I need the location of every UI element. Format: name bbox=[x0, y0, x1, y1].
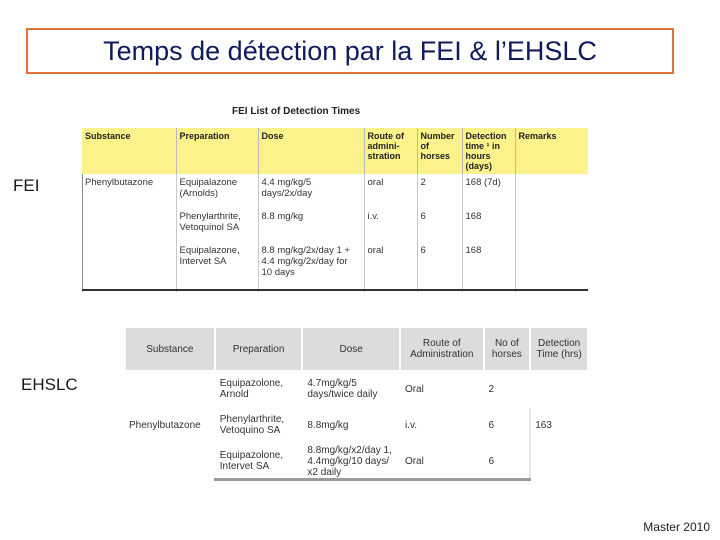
table-cell: Equipazolone, Arnold bbox=[215, 371, 303, 407]
ehslc-header-cell: Route of Administration bbox=[400, 327, 484, 371]
fei-bottom-rule bbox=[82, 289, 588, 291]
ehslc-header-cell: No of horses bbox=[484, 327, 531, 371]
table-cell: Equipalazone, Intervet SA bbox=[176, 242, 258, 292]
fei-header-cell: Substance bbox=[82, 128, 176, 174]
fei-header-cell: Preparation bbox=[176, 128, 258, 174]
fei-header-cell: Remarks bbox=[515, 128, 588, 174]
table-cell: i.v. bbox=[400, 407, 484, 443]
table-cell bbox=[82, 208, 176, 242]
table-cell: oral bbox=[364, 242, 417, 292]
table-cell: 2 bbox=[484, 371, 531, 407]
table-row bbox=[82, 242, 588, 292]
table-cell: 6 bbox=[417, 208, 462, 242]
table-cell: 4.7mg/kg/5 days/twice daily bbox=[302, 371, 400, 407]
table-row bbox=[82, 174, 588, 208]
table-cell: 168 bbox=[462, 208, 515, 242]
table-cell: Phenylarthrite, Vetoquinol SA bbox=[176, 208, 258, 242]
table-cell: Equipazolone, Intervet SA bbox=[215, 443, 303, 480]
table-cell: i.v. bbox=[364, 208, 417, 242]
table-row bbox=[82, 208, 588, 242]
ehslc-header-cell: Substance bbox=[125, 327, 215, 371]
table-cell: Equipalazone (Arnolds) bbox=[176, 174, 258, 208]
table-cell: oral bbox=[364, 174, 417, 208]
table-cell: 168 (7d) bbox=[462, 174, 515, 208]
footer-label: Master 2010 bbox=[643, 520, 710, 534]
table-cell: 8.8 mg/kg bbox=[258, 208, 364, 242]
table-cell bbox=[515, 174, 588, 208]
table-cell bbox=[515, 208, 588, 242]
fei-header-cell: Number of horses bbox=[417, 128, 462, 174]
table-cell: Oral bbox=[400, 371, 484, 407]
table-cell: 8.8mg/kg/x2/day 1, 4.4mg/kg/10 days/ x2 daily bbox=[302, 443, 400, 480]
table-cell: 4.4 mg/kg/5 days/2x/day bbox=[258, 174, 364, 208]
ehslc-detection-time-cell: 163 bbox=[530, 371, 588, 480]
ehslc-header-cell: Preparation bbox=[215, 327, 303, 371]
fei-table-caption: FEI List of Detection Times bbox=[232, 106, 361, 117]
ehslc-header-cell: Detection Time (hrs) bbox=[530, 327, 588, 371]
table-cell: 6 bbox=[417, 242, 462, 292]
table-cell bbox=[82, 242, 176, 292]
table-cell: 8.8mg/kg bbox=[302, 407, 400, 443]
table-row bbox=[125, 371, 588, 407]
fei-label: FEI bbox=[13, 176, 40, 195]
table-cell bbox=[515, 242, 588, 292]
table-cell: 2 bbox=[417, 174, 462, 208]
table-cell: Oral bbox=[400, 443, 484, 480]
ehslc-table-image bbox=[124, 326, 589, 490]
table-cell: 6 bbox=[484, 407, 531, 443]
fei-header-cell: Detection time ¹ in hours (days) bbox=[462, 128, 515, 174]
table-cell: 8.8 mg/kg/2x/day 1 + 4.4 mg/kg/2x/day for 10 days bbox=[258, 242, 364, 292]
table-cell: 168 bbox=[462, 242, 515, 292]
table-cell: Phenylbutazone bbox=[82, 174, 176, 208]
ehslc-header-cell: Dose bbox=[302, 327, 400, 371]
table-cell: Phenylarthrite, Vetoquino SA bbox=[215, 407, 303, 443]
ehslc-header-row bbox=[125, 327, 588, 371]
fei-header-cell: Dose bbox=[258, 128, 364, 174]
fei-header-cell: Route of admini-stration bbox=[364, 128, 417, 174]
title-box bbox=[26, 28, 674, 74]
fei-table-image bbox=[82, 104, 588, 292]
page-title: Temps de détection par la FEI & l’EHSLC bbox=[103, 36, 597, 66]
ehslc-detection-table bbox=[124, 326, 589, 481]
ehslc-substance-cell: Phenylbutazone bbox=[125, 371, 215, 480]
ehslc-label: EHSLC bbox=[21, 375, 78, 394]
table-cell: 6 bbox=[484, 443, 531, 480]
fei-header-row bbox=[82, 128, 588, 174]
fei-detection-table bbox=[82, 128, 588, 292]
